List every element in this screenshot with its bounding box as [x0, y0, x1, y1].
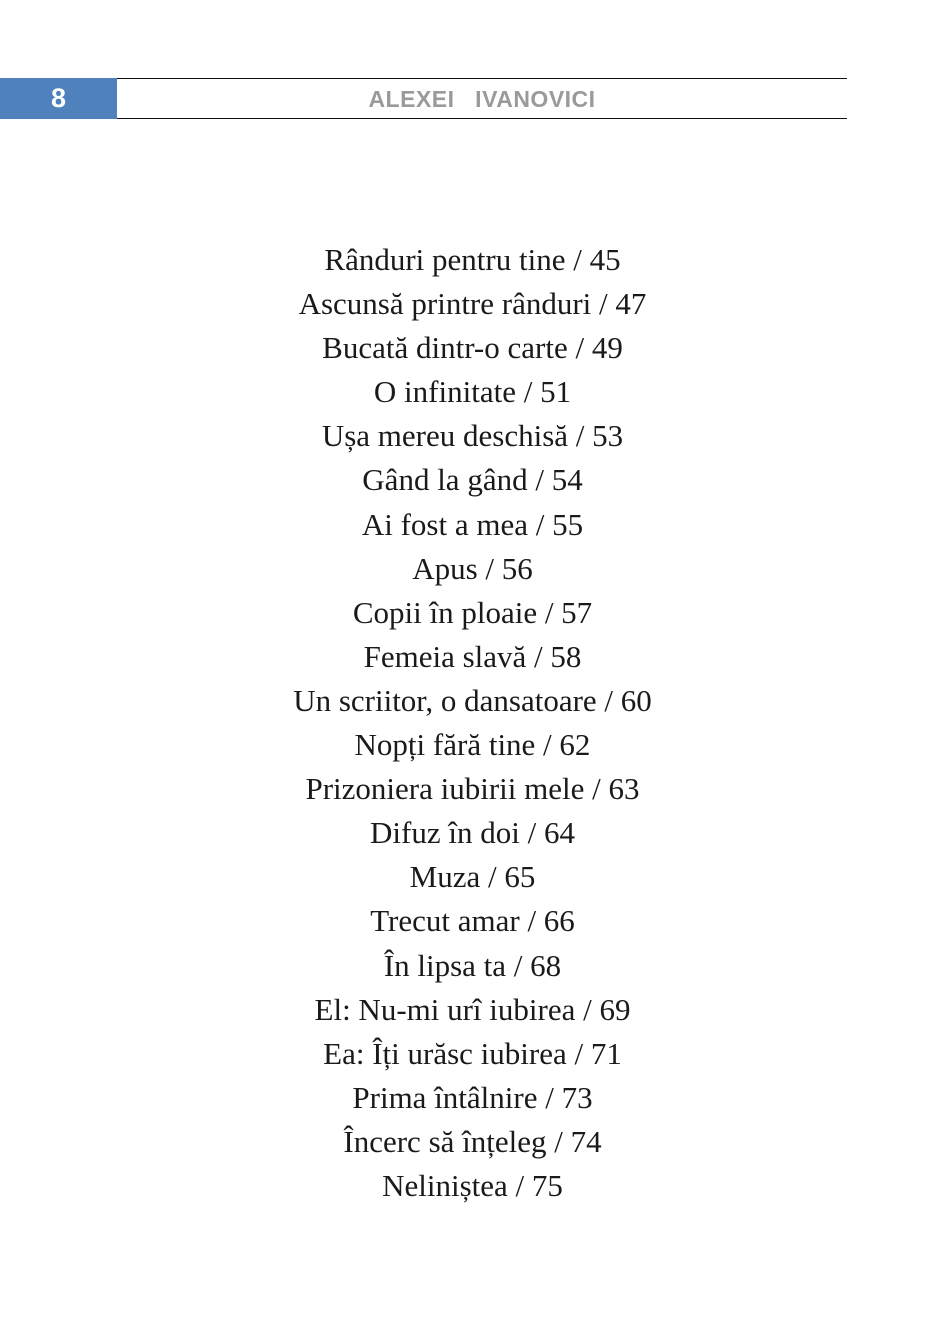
toc-entry: Încerc să înțeleg / 74	[343, 1123, 602, 1159]
toc-entry: Trecut amar / 66	[370, 903, 575, 939]
toc-entry: Rânduri pentru tine / 45	[324, 242, 621, 277]
running-header	[117, 78, 847, 119]
table-of-contents	[0, 238, 945, 1208]
toc-entry: Ușa mereu deschisă / 53	[321, 418, 624, 454]
toc-entry: Ea: Îți urăsc iubirea / 71	[323, 1035, 622, 1071]
toc-entry: Ai fost a mea / 55	[361, 506, 584, 542]
toc-entry: Femeia slavă / 58	[363, 638, 582, 674]
toc-entry: Un scriitor, o dansatoare / 60	[293, 682, 652, 718]
toc-entry: El: Nu-mi urî iubirea / 69	[314, 991, 631, 1027]
toc-entry: Muza / 65	[409, 859, 536, 895]
toc-entry: Ascunsă printre rânduri / 47	[298, 286, 647, 322]
toc-entry: Prizoniera iubirii mele / 63	[305, 771, 640, 807]
toc-entry: Difuz în doi / 64	[370, 815, 575, 851]
toc-entry: Neliniștea / 75	[382, 1167, 563, 1203]
running-title: ALEXEI IVANOVICI	[368, 86, 596, 112]
toc-entry: O infinitate / 51	[373, 374, 572, 410]
toc-entry: Copii în ploaie / 57	[352, 594, 593, 630]
toc-entry: În lipsa ta / 68	[383, 947, 562, 983]
toc-entry: Gând la gând / 54	[362, 462, 583, 498]
toc-entry: Nopți fără tine / 62	[354, 727, 591, 763]
page-number: 8	[50, 83, 67, 113]
toc-entry: Bucată dintr-o carte / 49	[322, 330, 623, 366]
page-number-tab	[0, 78, 117, 119]
toc-entry: Apus / 56	[412, 550, 533, 586]
toc-entry: Prima întâlnire / 73	[352, 1079, 593, 1115]
